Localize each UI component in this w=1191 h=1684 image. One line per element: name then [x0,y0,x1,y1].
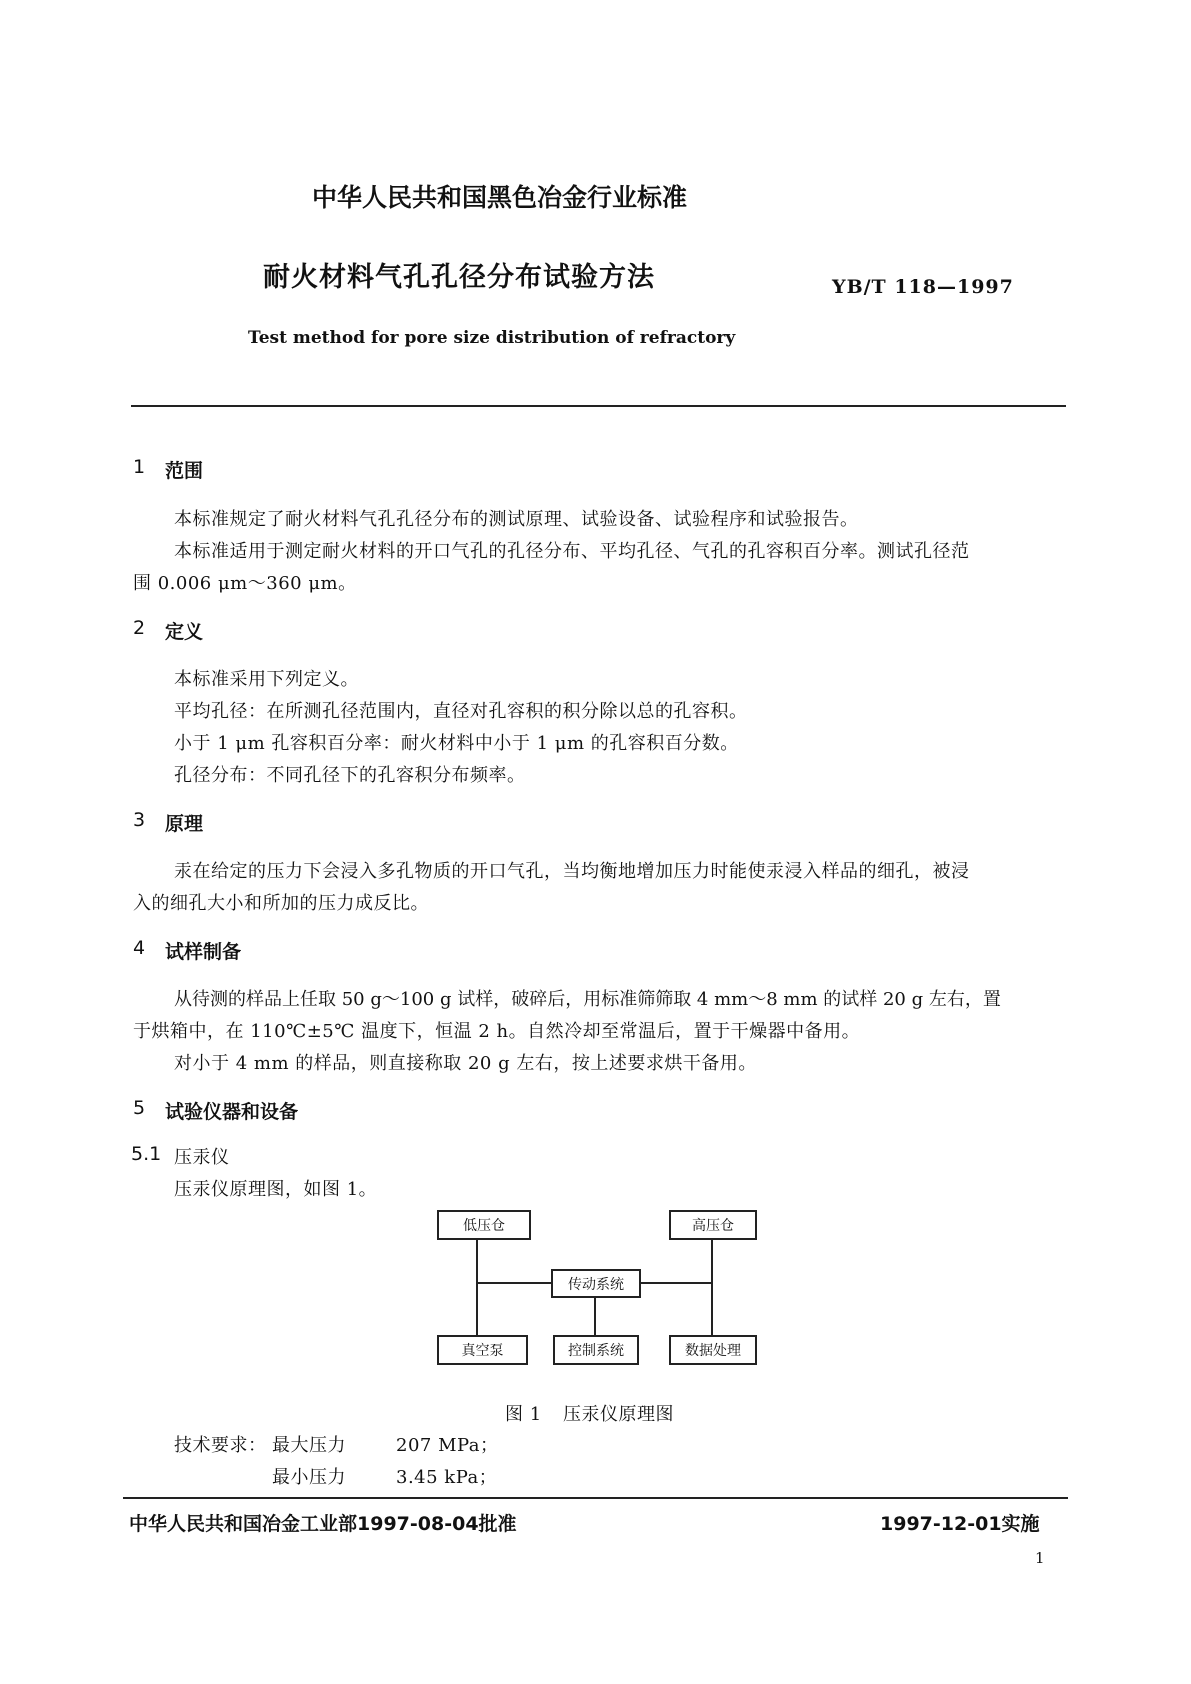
section-2-title: 定义 [165,621,204,643]
box-data-processing: 数据处理 [669,1335,757,1365]
section-4-number: 4 [133,937,146,959]
section-1-para-1: 本标准规定了耐火材料气孔孔径分布的测试原理、试验设备、试验程序和试验报告。 [174,509,859,530]
effective-date: 1997-12-01实施 [880,1513,1040,1535]
section-1-number: 1 [133,456,146,478]
footer-rule [123,1497,1068,1499]
section-3-title: 原理 [165,813,204,835]
section-1-title: 范围 [165,460,204,482]
section-2-para-3: 小于 1 μm 孔容积百分率：耐火材料中小于 1 μm 的孔容积百分数。 [174,733,739,754]
page-title: 耐火材料气孔孔径分布试验方法 [263,262,655,293]
section-4-para-2: 对小于 4 mm 的样品，则直接称取 20 g 左右，按上述要求烘干备用。 [174,1053,757,1074]
tech-req-max-value: 207 MPa； [396,1435,499,1456]
section-3-para-1a: 汞在给定的压力下会浸入多孔物质的开口气孔，当均衡地增加压力时能使汞浸入样品的细孔，被浸 [174,861,970,882]
subsection-5-1-para: 压汞仪原理图，如图 1。 [174,1179,378,1200]
subsection-5-1-number: 5.1 [131,1143,162,1165]
line-center-vertical [594,1296,596,1336]
tech-req-max-label: 最大压力 [272,1435,346,1456]
line-right-vertical [711,1238,713,1336]
section-5-title: 试验仪器和设备 [165,1101,299,1123]
box-vacuum-pump: 真空泵 [437,1335,528,1365]
standard-code: YB/T 118—1997 [832,276,1014,298]
figure-1-caption-number: 图 1 [505,1404,542,1425]
box-transmission-system: 传动系统 [551,1269,641,1298]
section-2-para-4: 孔径分布：不同孔径下的孔容积分布频率。 [174,765,526,786]
section-5-number: 5 [133,1097,146,1119]
standard-org: 中华人民共和国黑色冶金行业标准 [311,183,687,212]
tech-req-min-label: 最小压力 [272,1467,346,1488]
section-4-para-1b: 于烘箱中，在 110℃±5℃ 温度下，恒温 2 h。自然冷却至常温后，置于干燥器中备用。 [133,1021,861,1042]
box-low-pressure-chamber: 低压仓 [437,1210,531,1240]
section-4-para-1a: 从待测的样品上任取 50 g～100 g 试样，破碎后，用标准筛筛取 4 mm～8 mm 的试样 20 g 左右，置 [174,989,1001,1010]
section-2-para-2: 平均孔径：在所测孔径范围内，直径对孔容积的积分除以总的孔容积。 [174,701,748,722]
tech-req-min-value: 3.45 kPa； [396,1467,498,1488]
section-1-para-2b: 围 0.006 μm～360 μm。 [133,573,357,594]
section-2-number: 2 [133,617,146,639]
section-4-title: 试样制备 [165,941,242,963]
section-3-para-1b: 入的细孔大小和所加的压力成反比。 [133,893,429,914]
section-1-para-2a: 本标准适用于测定耐火材料的开口气孔的孔径分布、平均孔径、气孔的孔容积百分率。测试孔径范 [174,541,970,562]
header-rule [131,405,1066,407]
figure-1-caption-text: 压汞仪原理图 [563,1404,674,1425]
box-control-system: 控制系统 [553,1335,639,1365]
page-number: 1 [1035,1549,1045,1567]
tech-req-label: 技术要求： [174,1435,267,1456]
section-3-number: 3 [133,809,146,831]
subsection-5-1-title: 压汞仪 [174,1147,230,1168]
line-left-vertical [476,1238,478,1336]
section-2-para-1: 本标准采用下列定义。 [174,669,359,690]
english-title: Test method for pore size distribution of refractory [248,328,736,348]
box-high-pressure-chamber: 高压仓 [669,1210,757,1240]
approval-line: 中华人民共和国冶金工业部1997-08-04批准 [129,1513,517,1535]
